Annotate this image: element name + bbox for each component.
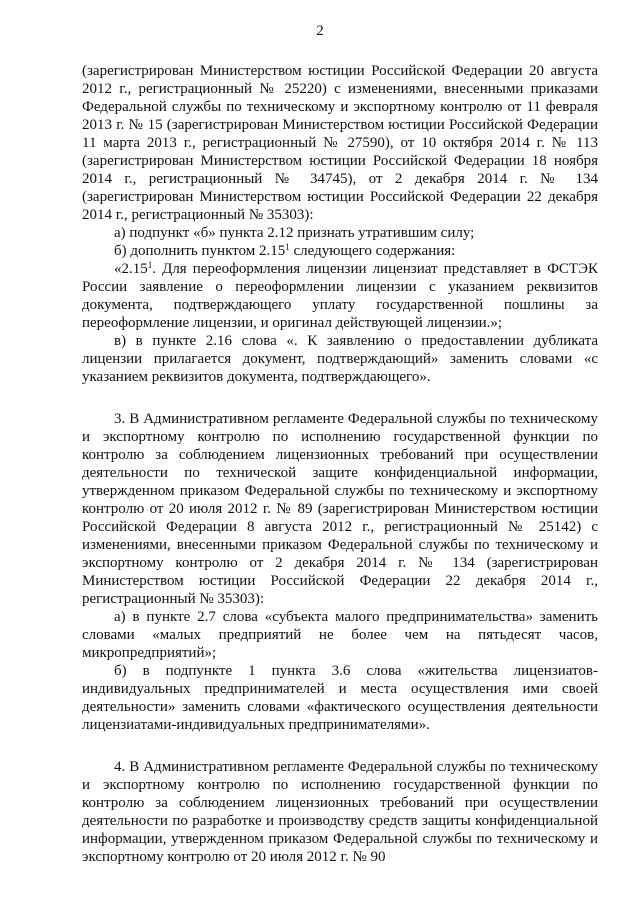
item-a-paragraph: а) подпункт «б» пункта 2.12 признать утратившим силу; <box>114 225 475 241</box>
quoted-clause-prefix: «2.15 <box>114 261 148 277</box>
item-v-paragraph: в) в пункте 2.16 слова «. К заявлению о предоставлении дубликата лицензии прилагается документ, подтверждающий» заменить словами «с указанием реквизитов документа, подтверждающего». <box>82 333 598 385</box>
quoted-clause-paragraph <box>82 260 598 332</box>
item-b-prefix: б) дополнить пунктом 2.15 <box>114 243 286 259</box>
section-3-item-b: б) в подпункте 1 пункта 3.6 слова «жительства лицензиатов-индивидуальных предпринимателей и места осуществления ими своей деятельности» заменить словами «фактического осуществления деятельности лицензиатами-индивидуальных предпринимателями». <box>82 663 598 733</box>
section-spacer <box>82 386 598 410</box>
section-3-paragraph: 3. В Административном регламенте Федеральной службы по техническому и экспортному контролю по исполнению государственной функции по контролю за соблюдением лицензионных требований при осуществлении деятельности по технической защите конфиденциальной информации, утвержденном приказом Федеральной службы по техническому и экспортному контролю от 20 июля 2012 г. № 89 (зарегистрирован Министерством юстиции Российской Федерации 8 августа 2012 г., регистрационный № 25142) с изменениями, внесенными приказом Федеральной службы по техническому и экспортному контролю от 2 декабря 2014 г. № 134 (зарегистрирован Министерством юстиции Российской Федерации 22 декабря 2014 г., регистрационный № 35303): <box>82 411 598 607</box>
document-body <box>82 62 598 866</box>
quoted-clause-text: . Для переоформления лицензии лицензиат представляет в ФСТЭК России заявление о переоформлении лицензии с указанием реквизитов документа, подтверждающего уплату государственной пошлины за переоформление лицензии, и оригинал действующей лицензии.»; <box>82 261 598 331</box>
section-spacer <box>82 734 598 758</box>
quoted-clause-superscript: 1 <box>147 260 153 270</box>
section-4-paragraph: 4. В Административном регламенте Федеральной службы по техническому и экспортному контролю по исполнению государственной функции по контролю за соблюдением лицензионных требований при осуществлении деятельности по разработке и производству средств защиты конфиденциальной информации, утвержденном приказом Федеральной службы по техническому и экспортному контролю от 20 июля 2012 г. № 90 <box>82 759 598 865</box>
item-b-suffix: следующего содержания: <box>289 243 456 259</box>
intro-paragraph: (зарегистрирован Министерством юстиции Российской Федерации 20 августа 2012 г., регистрационный № 25220) с изменениями, внесенными приказами Федеральной службы по техническому и экспортному контролю от 11 февраля 2013 г. № 15 (зарегистрирован Министерством юстиции Российской Федерации 11 марта 2013 г., регистрационный № 27590), от 10 октября 2014 г. № 113 (зарегистрирован Министерством юстиции Российской Федерации 18 ноября 2014 г., регистрационный № 34745), от 2 декабря 2014 г. № 134 (зарегистрирован Министерством юстиции Российской Федерации 22 декабря 2014 г., регистрационный № 35303): <box>82 63 598 223</box>
page-number: 2 <box>316 23 324 39</box>
item-b-paragraph <box>82 242 598 260</box>
section-3-item-a: а) в пункте 2.7 слова «субъекта малого предпринимательства» заменить словами «малых предприятий не более чем на пятьдесят часов, микропредприятий»; <box>82 609 598 661</box>
item-b-superscript: 1 <box>285 242 290 252</box>
